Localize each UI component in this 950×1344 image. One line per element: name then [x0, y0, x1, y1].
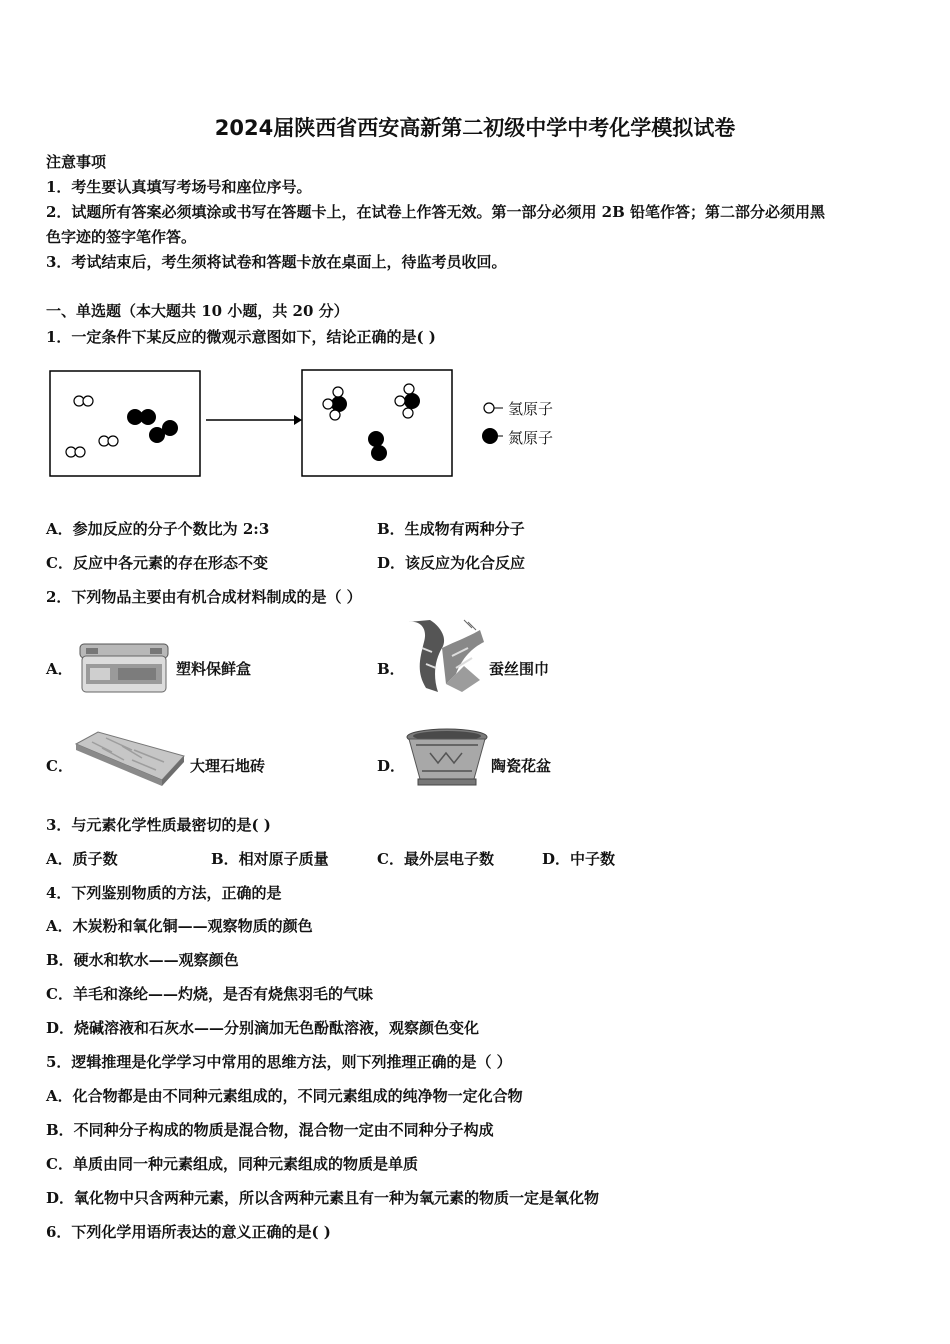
- option-c: C．羊毛和涤纶——灼烧，是否有烧焦羽毛的气味: [46, 985, 373, 1003]
- option-letter: C．: [46, 757, 73, 775]
- option-label: 蚕丝围巾: [489, 660, 550, 678]
- option-c: C．最外层电子数: [377, 850, 494, 868]
- reactant-box: [50, 371, 200, 476]
- option-d: D．该反应为化合反应: [377, 554, 526, 572]
- question-stem: 6．下列化学用语所表达的意义正确的是( ): [46, 1223, 331, 1241]
- option-a: A．木炭粉和氧化铜——观察物质的颜色: [46, 917, 313, 935]
- question-stem: 4．下列鉴别物质的方法，正确的是: [46, 884, 282, 902]
- section-heading: 一、单选题（本大题共 10 小题，共 20 分）: [46, 302, 349, 320]
- option-d: D．氧化物中只含两种元素，所以含两种元素且有一种为氧元素的物质一定是氧化物: [46, 1189, 600, 1207]
- hydrogen-atom-icon: [484, 403, 494, 413]
- option-label: 大理石地砖: [190, 757, 266, 775]
- option-letter: D．: [377, 757, 406, 775]
- reaction-diagram: [48, 368, 578, 480]
- question-stem: 5．逻辑推理是化学学习中常用的思维方法，则下列推理正确的是（ ）: [46, 1053, 512, 1071]
- legend-nitrogen: 氮原子: [508, 429, 554, 447]
- plastic-box-image: [76, 638, 172, 696]
- notice-item: 3．考试结束后，考生须将试卷和答题卡放在桌面上，待监考员收回。: [46, 253, 507, 271]
- option-a: A．化合物都是由不同种元素组成的，不同元素组成的纯净物一定化合物: [46, 1087, 523, 1105]
- option-letter: B．: [377, 660, 405, 678]
- notice-item: 2．试题所有答案必须填涂或书写在答题卡上，在试卷上作答无效。第一部分必须用 2B 铅笔作答；第二部分必须用黑: [46, 203, 826, 221]
- option-b: B．生成物有两种分子: [377, 520, 525, 538]
- option-b: B．硬水和软水——观察颜色: [46, 951, 239, 969]
- option-b: B．不同种分子构成的物质是混合物，混合物一定由不同种分子构成: [46, 1121, 494, 1139]
- legend-hydrogen: 氢原子: [508, 400, 554, 418]
- option-d: D．中子数: [542, 850, 616, 868]
- option-c: C．反应中各元素的存在形态不变: [46, 554, 268, 572]
- option-label: 陶瓷花盆: [491, 757, 552, 775]
- option-c: C．单质由同一种元素组成，同种元素组成的物质是单质: [46, 1155, 418, 1173]
- marble-tile-image: [72, 730, 186, 788]
- page-title: 2024届陕西省西安高新第二初级中学中考化学模拟试卷: [214, 116, 736, 140]
- option-a: A．参加反应的分子个数比为 2:3: [46, 520, 270, 538]
- nitrogen-atom-icon: [482, 428, 498, 444]
- option-d: D．烧碱溶液和石灰水——分别滴加无色酚酞溶液，观察颜色变化: [46, 1019, 480, 1037]
- notice-item: 色字迹的签字笔作答。: [46, 228, 197, 246]
- ceramic-pot-image: [404, 727, 490, 789]
- question-stem: 1．一定条件下某反应的微观示意图如下，结论正确的是( ): [46, 328, 436, 346]
- option-b: B．相对原子质量: [211, 850, 329, 868]
- option-letter: A．: [46, 660, 73, 678]
- notice-item: 1．考生要认真填写考场号和座位序号。: [46, 178, 312, 196]
- question-stem: 2．下列物品主要由有机合成材料制成的是（ ）: [46, 588, 362, 606]
- option-label: 塑料保鲜盒: [176, 660, 252, 678]
- notice-heading: 注意事项: [46, 153, 107, 171]
- question-stem: 3．与元素化学性质最密切的是( ): [46, 816, 271, 834]
- option-a: A．质子数: [46, 850, 118, 868]
- silk-scarf-image: [402, 618, 488, 696]
